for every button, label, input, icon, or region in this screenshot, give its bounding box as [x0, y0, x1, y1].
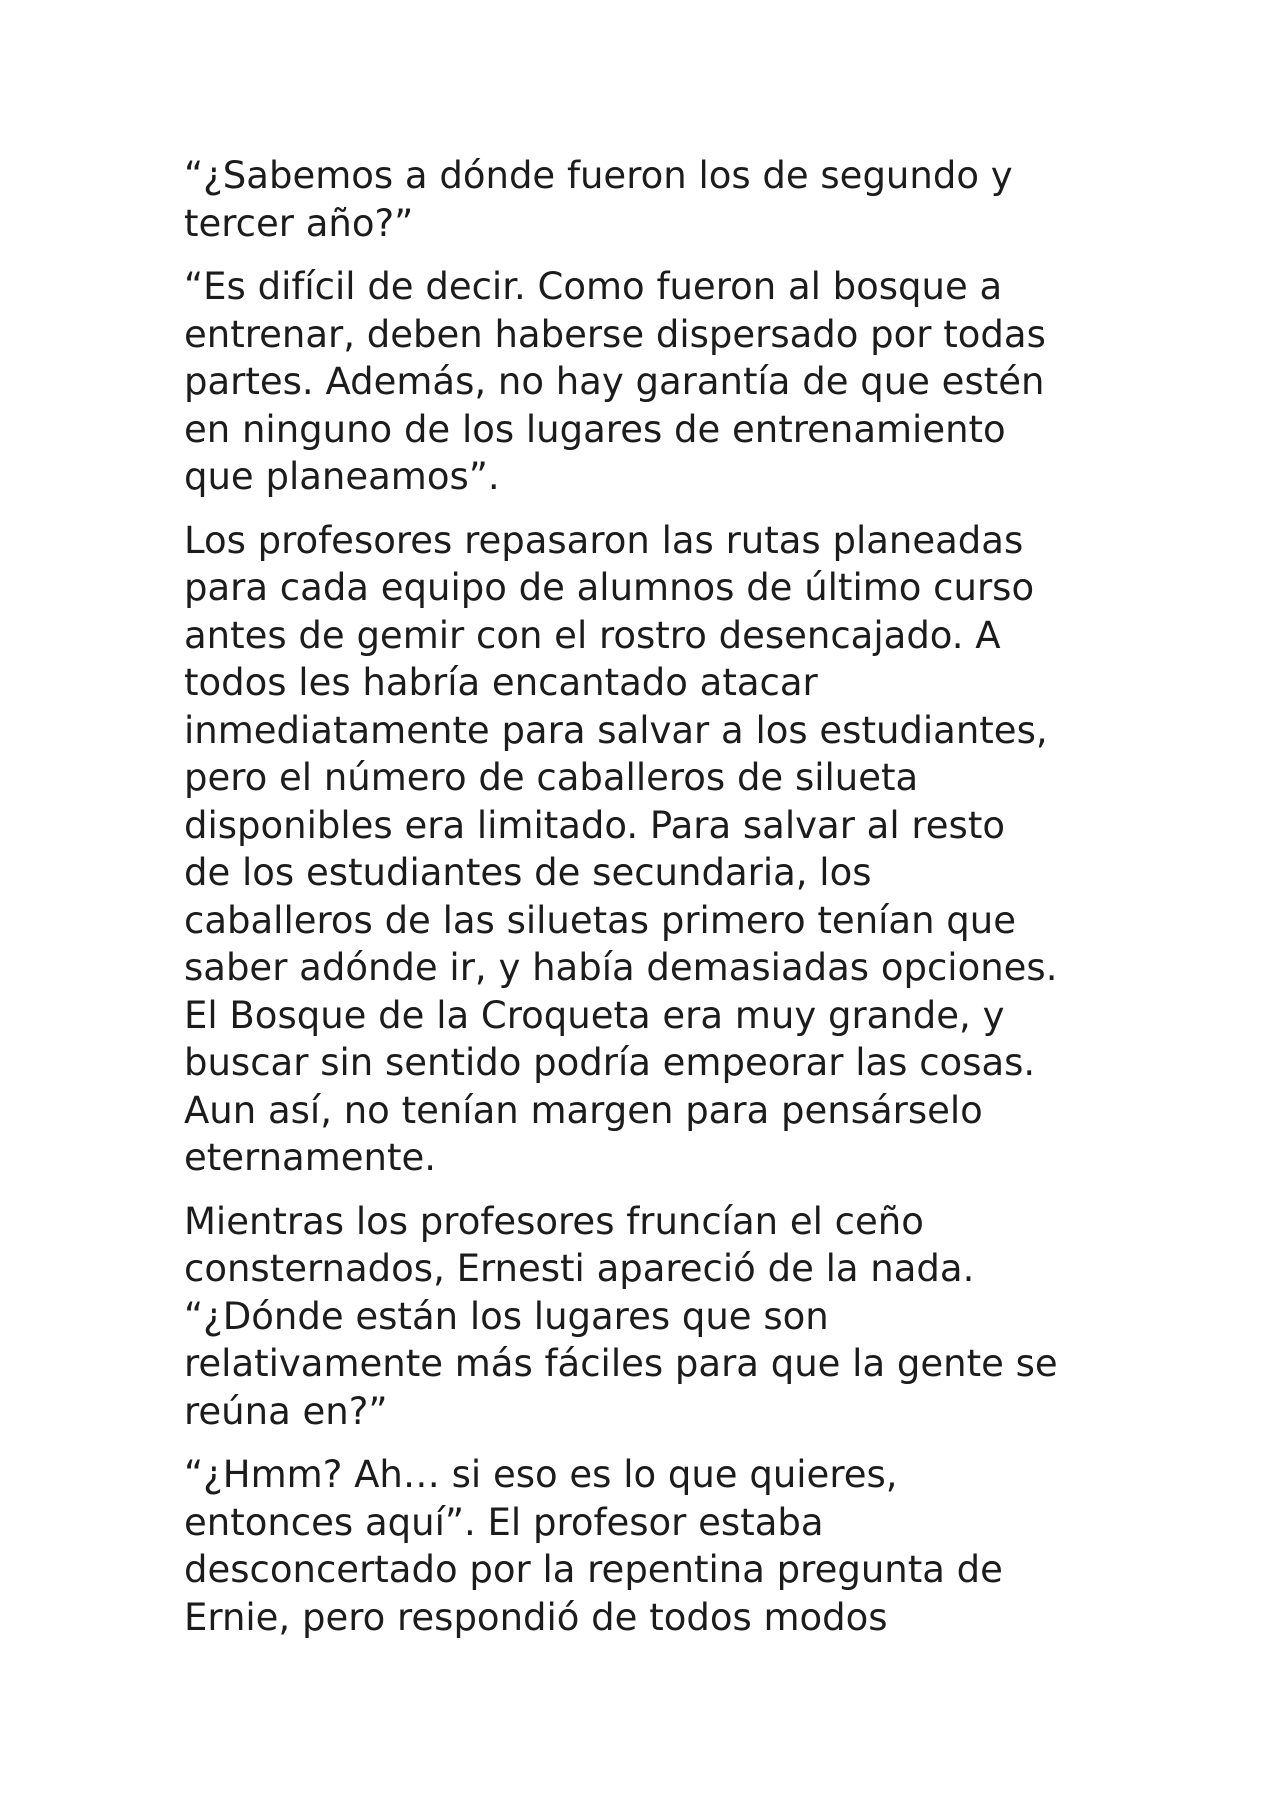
paragraph-5: “¿Hmm? Ah… si eso es lo que quieres, entonces aquí”. El profesor estaba desconcertado por la repentina pregunta de Ernie, pero respondió de todos modos	[184, 1453, 1003, 1639]
paragraph-4: Mientras los profesores fruncían el ceño consternados, Ernesti apareció de la nada. “¿Dónde están los lugares que son relativamente más fáciles para que la gente se reúna en?”	[184, 1199, 1058, 1433]
paragraph-1: “¿Sabemos a dónde fueron los de segundo y tercer año?”	[184, 154, 1013, 245]
paragraph-2: “Es difícil de decir. Como fueron al bosque a entrenar, deben haberse dispersado por todas partes. Además, no hay garantía de que estén en ninguno de los lugares de entrenamiento que planeamos”.	[184, 265, 1046, 498]
paragraph-3: Los profesores repasaron las rutas planeadas para cada equipo de alumnos de último curso antes de gemir con el rostro desencajado. A todos les habría encantado atacar inmediatamente para salvar a los estudiantes, pero el número de caballeros de silueta disponibles era limitado. Para salvar al resto de los estudiantes de secundaria, los caballeros de las siluetas primero tenían que saber adónde ir, y había demasiadas opciones. El Bosque de la Croqueta era muy grande, y buscar sin sentido podría empeorar las cosas. Aun así, no tenían margen para pensárselo eternamente.	[184, 518, 1058, 1179]
text-column	[184, 152, 1124, 1657]
